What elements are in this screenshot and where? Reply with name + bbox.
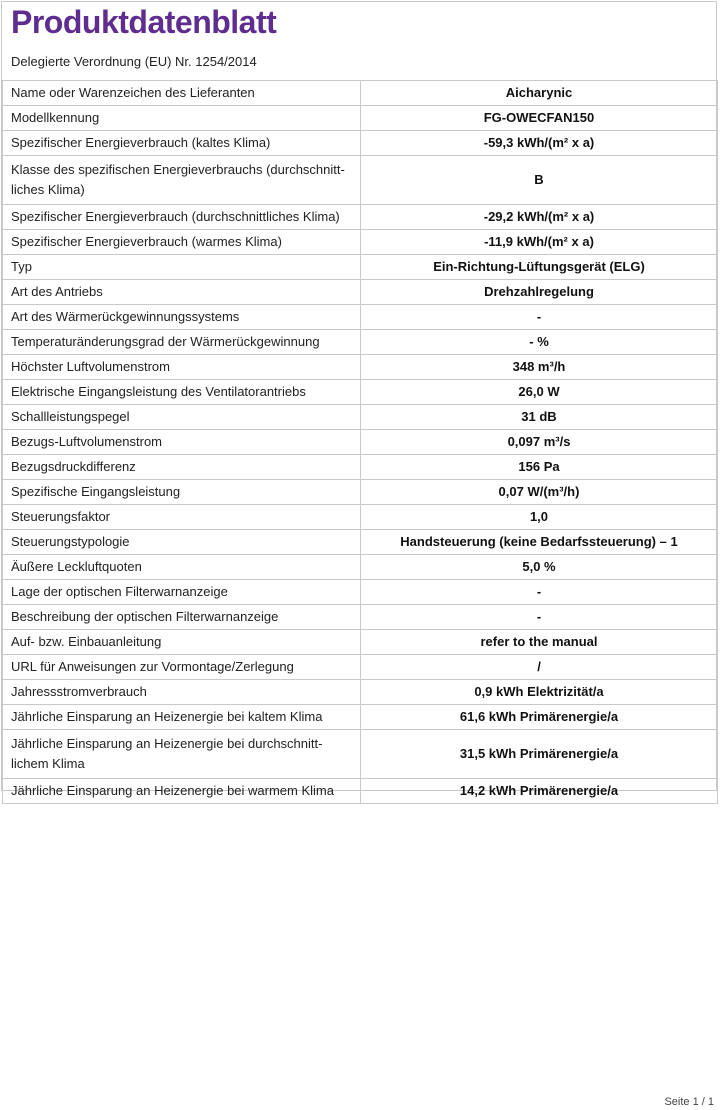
table-row — [3, 405, 718, 430]
row-value: 5,0 % — [361, 555, 718, 580]
page-title: Produktdatenblatt — [11, 4, 277, 40]
row-label: Klasse des spezifischen Energieverbrauchs (durchschnittliches Klima) — [3, 156, 361, 205]
table-row — [3, 580, 718, 605]
table-row — [3, 430, 718, 455]
row-value: 348 m³/h — [361, 355, 718, 380]
table-row — [3, 455, 718, 480]
row-value: B — [361, 156, 718, 205]
table-row — [3, 380, 718, 405]
row-label: Schallleistungspegel — [3, 405, 361, 430]
row-label: Art des Wärmerückgewinnungssystems — [3, 305, 361, 330]
table-row — [3, 705, 718, 730]
row-label: Spezifische Eingangsleistung — [3, 480, 361, 505]
table-row — [3, 355, 718, 380]
table-row — [3, 305, 718, 330]
table-row — [3, 131, 718, 156]
row-value: 0,07 W/(m³/h) — [361, 480, 718, 505]
row-label: Jährliche Einsparung an Heizenergie bei durchschnittlichem Klima — [3, 730, 361, 779]
table-row — [3, 530, 718, 555]
row-value: - — [361, 305, 718, 330]
table-row — [3, 205, 718, 230]
row-label: Elektrische Eingangsleistung des Ventilatorantriebs — [3, 380, 361, 405]
table-row — [3, 480, 718, 505]
row-value: Drehzahlregelung — [361, 280, 718, 305]
row-label: Bezugs-Luftvolumenstrom — [3, 430, 361, 455]
table-row — [3, 81, 718, 106]
row-label: Name oder Warenzeichen des Lieferanten — [3, 81, 361, 106]
row-label: Äußere Leckluftquoten — [3, 555, 361, 580]
row-label: Jahressstromverbrauch — [3, 680, 361, 705]
row-value: - — [361, 605, 718, 630]
row-label: Spezifischer Energieverbrauch (warmes Klima) — [3, 230, 361, 255]
row-label: Höchster Luftvolumenstrom — [3, 355, 361, 380]
row-label: Beschreibung der optischen Filterwarnanzeige — [3, 605, 361, 630]
table-row — [3, 230, 718, 255]
table-row — [3, 106, 718, 131]
spec-table — [2, 80, 718, 804]
row-value: 14,2 kWh Primärenergie/a — [361, 779, 718, 804]
row-label: Spezifischer Energieverbrauch (kaltes Klima) — [3, 131, 361, 156]
table-row — [3, 280, 718, 305]
table-row — [3, 779, 718, 804]
row-label: Jährliche Einsparung an Heizenergie bei kaltem Klima — [3, 705, 361, 730]
row-value: 0,9 kWh Elektrizität/a — [361, 680, 718, 705]
table-row — [3, 605, 718, 630]
table-row — [3, 730, 718, 779]
row-value: - — [361, 580, 718, 605]
row-value: Handsteuerung (keine Bedarfssteuerung) – 1 — [361, 530, 718, 555]
row-value: -29,2 kWh/(m² x a) — [361, 205, 718, 230]
row-value: Ein-Richtung-Lüftungsgerät (ELG) — [361, 255, 718, 280]
table-row — [3, 330, 718, 355]
row-label: Auf- bzw. Einbauanleitung — [3, 630, 361, 655]
row-value: / — [361, 655, 718, 680]
table-row — [3, 630, 718, 655]
row-label: Spezifischer Energieverbrauch (durchschnittliches Klima) — [3, 205, 361, 230]
table-row — [3, 156, 718, 205]
row-value: 26,0 W — [361, 380, 718, 405]
row-value: 31,5 kWh Primärenergie/a — [361, 730, 718, 779]
regulation-subtitle: Delegierte Verordnung (EU) Nr. 1254/2014 — [11, 54, 257, 69]
row-label: URL für Anweisungen zur Vormontage/Zerlegung — [3, 655, 361, 680]
table-row — [3, 680, 718, 705]
row-value: refer to the manual — [361, 630, 718, 655]
row-label: Steuerungsfaktor — [3, 505, 361, 530]
row-value: 31 dB — [361, 405, 718, 430]
row-value: Aicharynic — [361, 81, 718, 106]
row-label: Temperaturänderungsgrad der Wärmerückgewinnung — [3, 330, 361, 355]
page-number: Seite 1 / 1 — [664, 1096, 714, 1108]
table-row — [3, 655, 718, 680]
row-value: -11,9 kWh/(m² x a) — [361, 230, 718, 255]
table-row — [3, 555, 718, 580]
row-value: 1,0 — [361, 505, 718, 530]
row-label: Lage der optischen Filterwarnanzeige — [3, 580, 361, 605]
row-label: Steuerungstypologie — [3, 530, 361, 555]
row-label: Typ — [3, 255, 361, 280]
row-value: 61,6 kWh Primärenergie/a — [361, 705, 718, 730]
row-value: FG-OWECFAN150 — [361, 106, 718, 131]
row-label: Modellkennung — [3, 106, 361, 131]
row-label: Art des Antriebs — [3, 280, 361, 305]
row-label: Jährliche Einsparung an Heizenergie bei warmem Klima — [3, 779, 361, 804]
row-value: 0,097 m³/s — [361, 430, 718, 455]
row-label: Bezugsdruckdifferenz — [3, 455, 361, 480]
table-row — [3, 255, 718, 280]
row-value: -59,3 kWh/(m² x a) — [361, 131, 718, 156]
row-value: 156 Pa — [361, 455, 718, 480]
table-row — [3, 505, 718, 530]
row-value: - % — [361, 330, 718, 355]
